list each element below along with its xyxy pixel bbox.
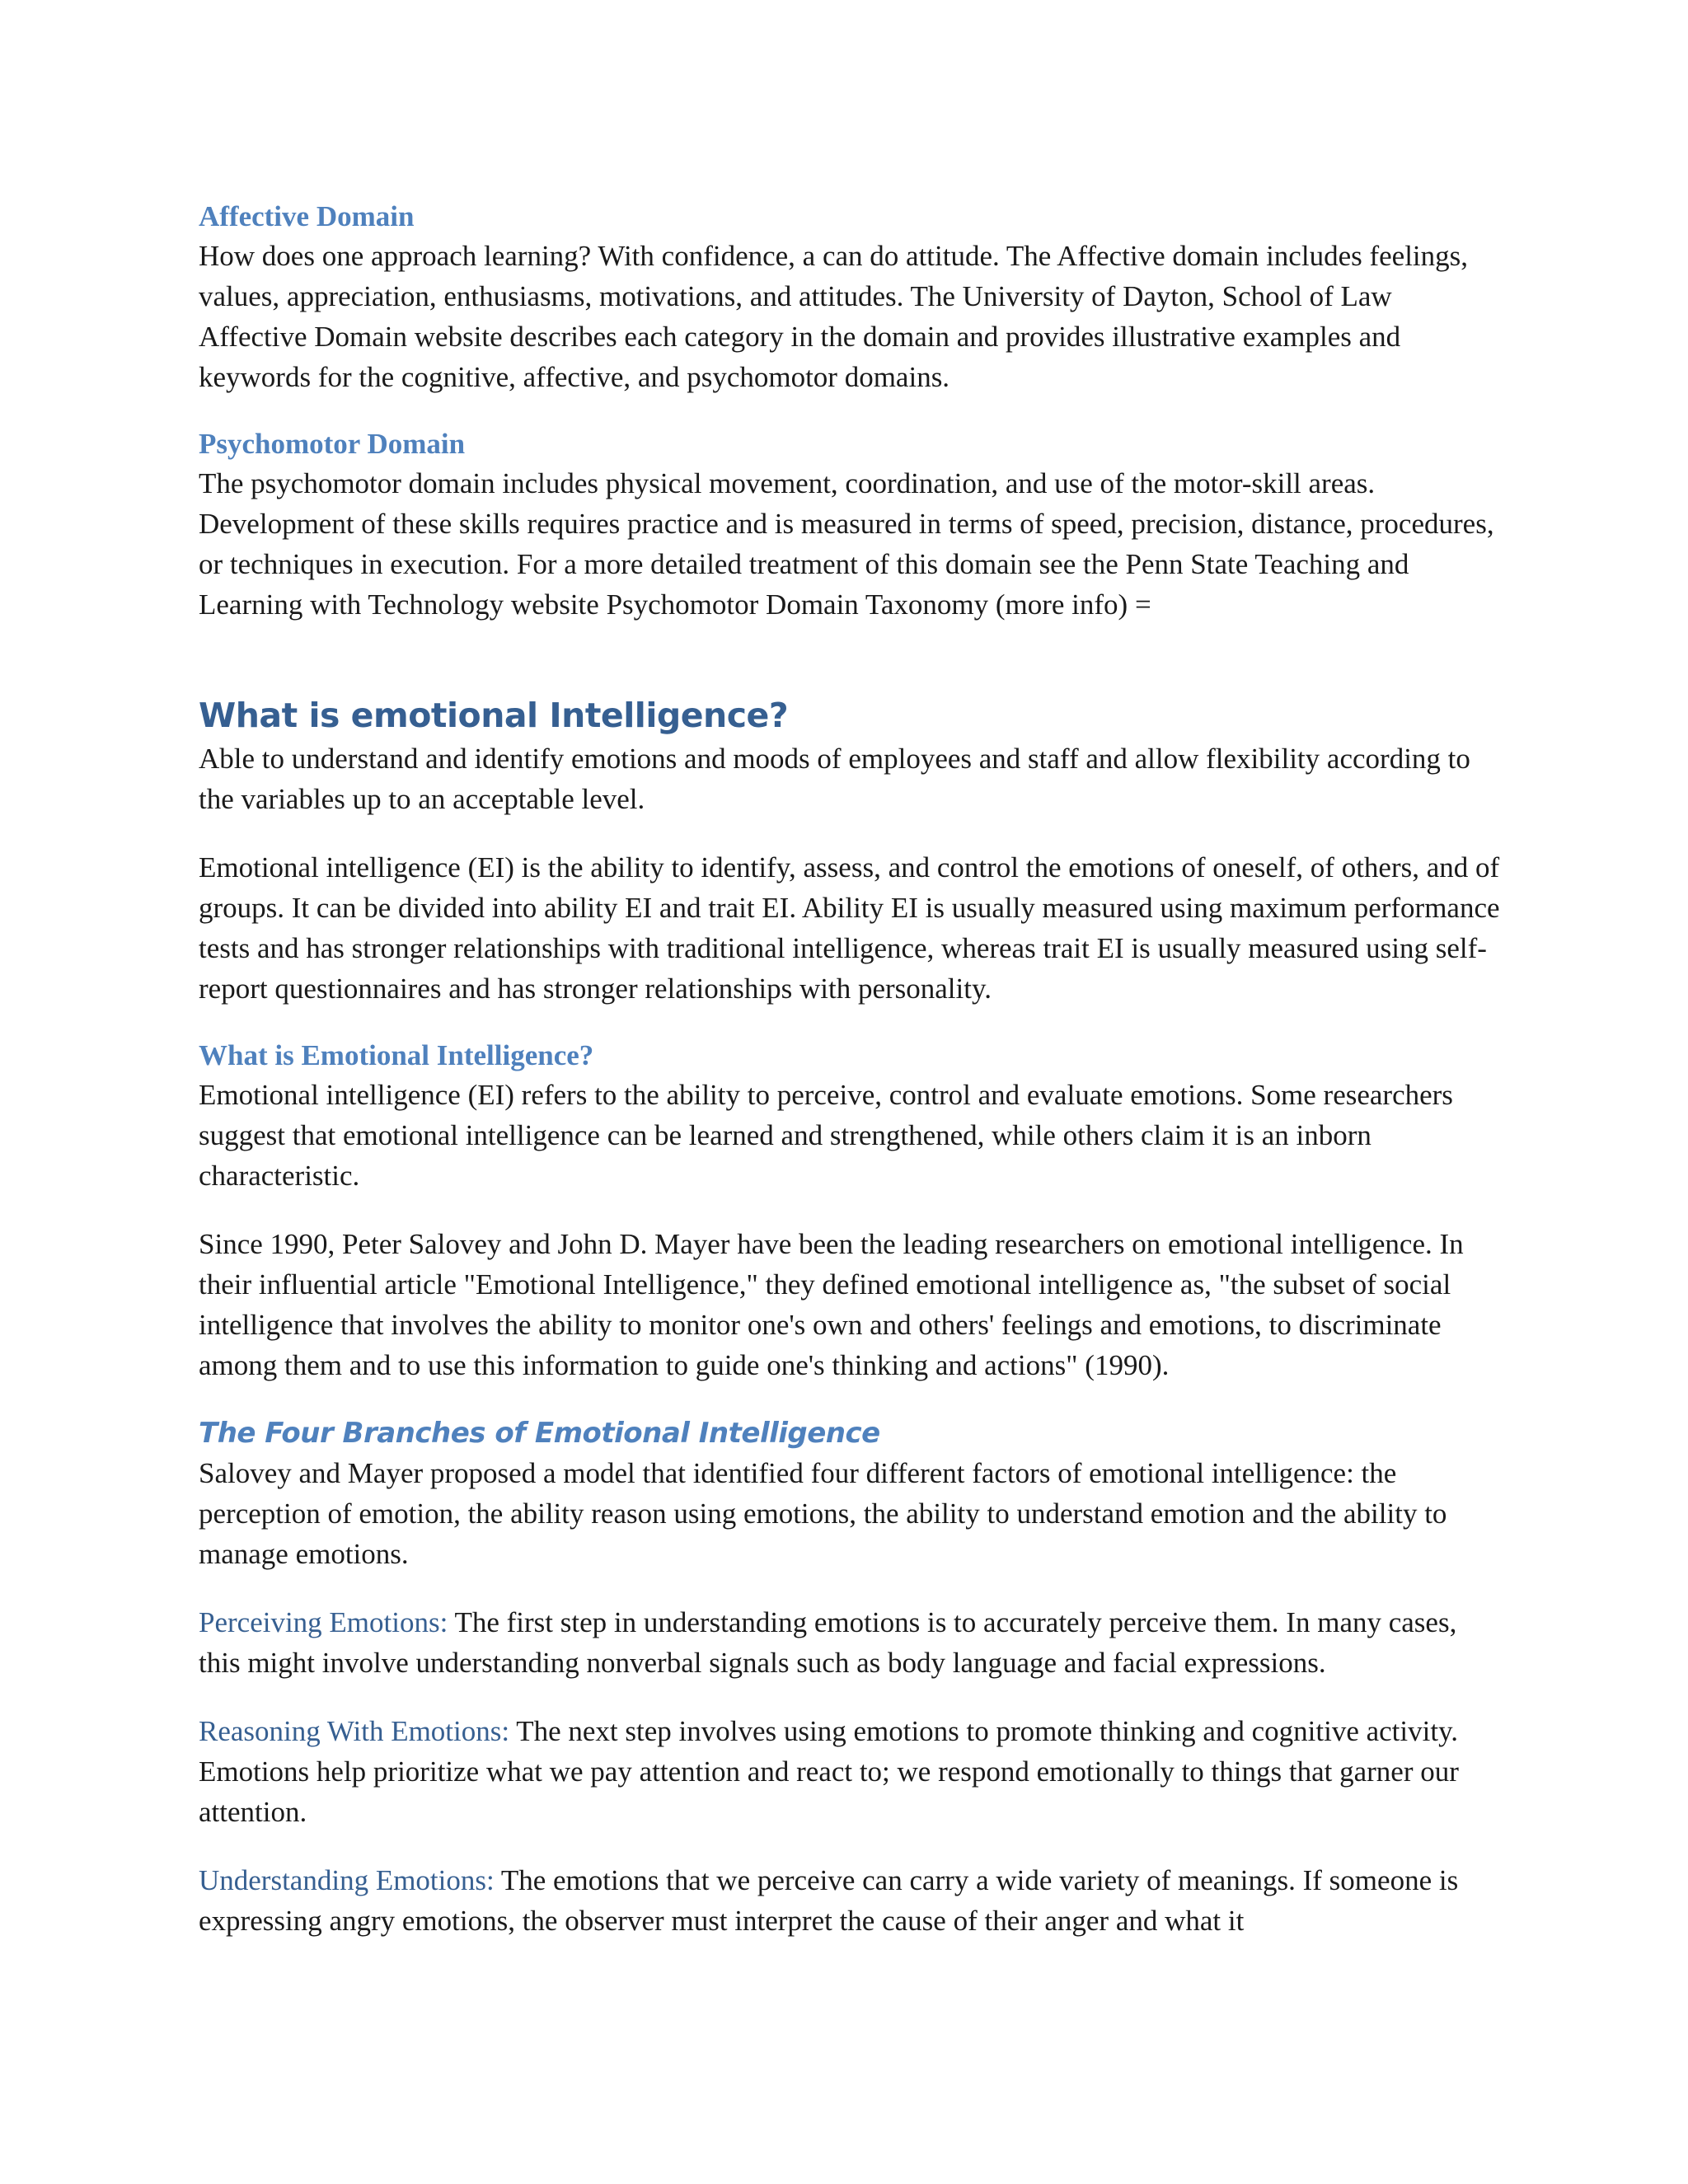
paragraph-psychomotor-domain: The psychomotor domain includes physical movement, coordination, and use of the motor-skill areas. Development of these skills requires practice and is measured in terms of speed, precision, distance, procedures, or techniques in execution. For a more detailed treatment of this domain see the Penn State Teaching and Learning with Technology website Psychomotor Domain Taxonomy (more info) = xyxy=(199,467,1494,621)
branch-term: Reasoning With Emotions: xyxy=(199,1715,510,1747)
heading-four-branches: The Four Branches of Emotional Intelligence xyxy=(199,1417,880,1450)
branch-text: The first step in understanding emotions is to accurately perceive them. In many cases, this might involve understanding nonverbal signals such as body language and facial expressions. xyxy=(199,1606,1457,1679)
branch-reasoning-with-emotions xyxy=(199,1711,1503,1832)
heading-affective-domain: Affective Domain xyxy=(199,200,415,232)
branch-text: The emotions that we perceive can carry a wide variety of meanings. If someone is expressing angry emotions, the observer must interpret the cause of their anger and what it xyxy=(199,1864,1459,1937)
subheading-what-is-emotional-intelligence: What is Emotional Intelligence? xyxy=(199,1039,594,1071)
heading-psychomotor-domain: Psychomotor Domain xyxy=(199,428,466,460)
paragraph-salovey-mayer: Since 1990, Peter Salovey and John D. Mayer have been the leading researchers on emotional intelligence. In their influential article "Emotional Intelligence," they defined emotional intelligence as, "the subset of social intelligence that involves the ability to monitor one's own and others' feelings and emotions, to discriminate among them and to use this information to guide one's thinking and actions" (1990). xyxy=(199,1228,1464,1381)
paragraph-ei-definition-short: Able to understand and identify emotions and moods of employees and staff and allow flexibility according to the variables up to an acceptable level. xyxy=(199,743,1470,815)
paragraph-affective-domain: How does one approach learning? With confidence, a can do attitude. The Affective domain includes feelings, values, appreciation, enthusiasms, motivations, and attitudes. The University of Dayton, School of Law Affective Domain website describes each category in the domain and provides illustrative examples and keywords for the cognitive, affective, and psychomotor domains. xyxy=(199,240,1469,393)
heading-what-is-emotional-intelligence: What is emotional Intelligence? xyxy=(199,696,789,735)
paragraph-four-branches-intro: Salovey and Mayer proposed a model that identified four different factors of emotional intelligence: the perception of emotion, the ability reason using emotions, the ability to understand emotion and the ability to manage emotions. xyxy=(199,1457,1447,1570)
paragraph-ei-definition-long: Emotional intelligence (EI) is the ability to identify, assess, and control the emotions of oneself, of others, and of groups. It can be divided into ability EI and trait EI. Ability EI is usually measured using maximum performance tests and has stronger relationships with traditional intelligence, whereas trait EI is usually measured using self-report questionnaires and has stronger relationships with personality. xyxy=(199,851,1500,1005)
branch-text: The next step involves using emotions to promote thinking and cognitive activity. Emotions help prioritize what we pay attention and react to; we respond emotionally to things that garner our attention. xyxy=(199,1715,1459,1828)
branch-term: Understanding Emotions: xyxy=(199,1864,495,1896)
branch-perceiving-emotions xyxy=(199,1602,1503,1683)
branch-term: Perceiving Emotions: xyxy=(199,1606,448,1638)
paragraph-ei-perceive-control: Emotional intelligence (EI) refers to the ability to perceive, control and evaluate emotions. Some researchers suggest that emotional intelligence can be learned and strengthened, while others claim it is an inborn characteristic. xyxy=(199,1079,1453,1192)
branch-understanding-emotions xyxy=(199,1860,1503,1941)
document-body xyxy=(199,198,1503,1941)
